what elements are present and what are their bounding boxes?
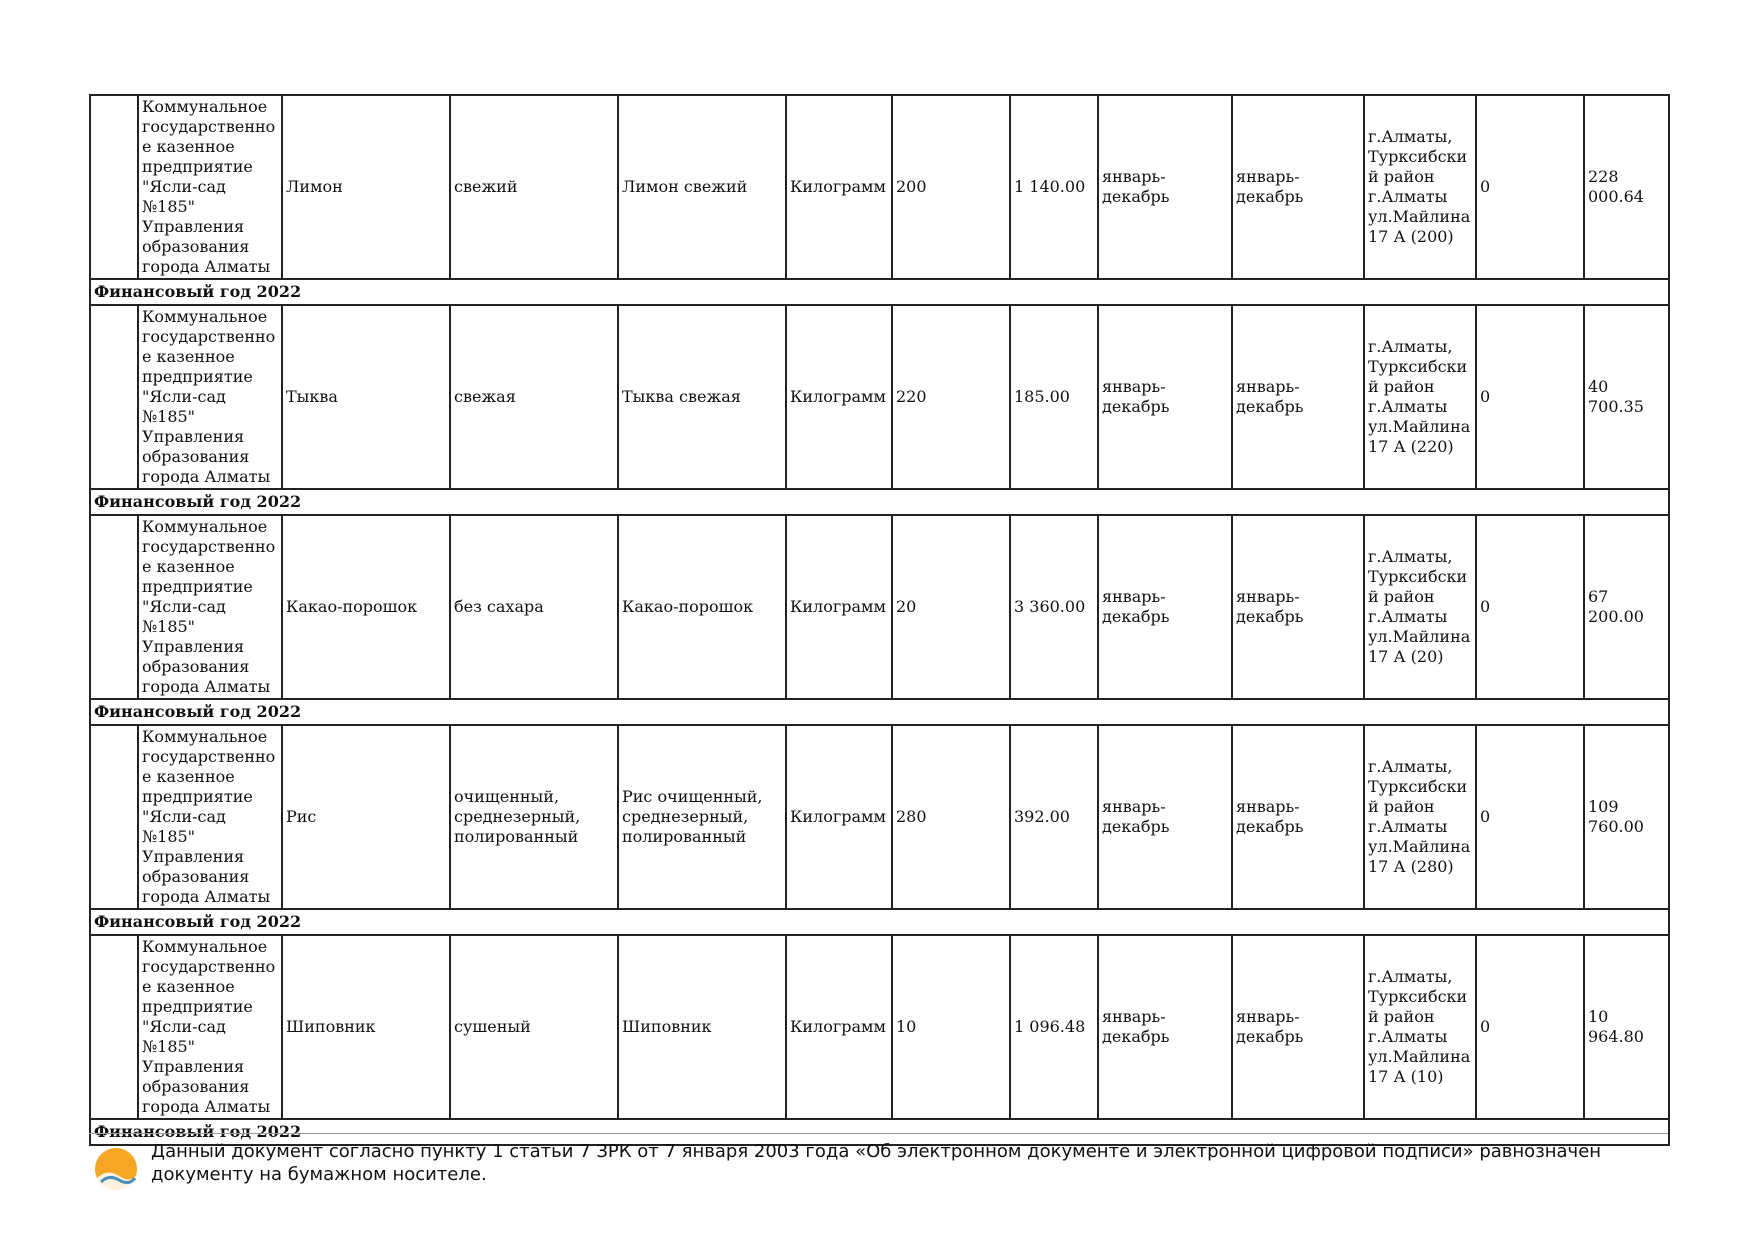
document-footer: [89, 1133, 1668, 1192]
customer-cell: Коммунальное государственное казенное предприятие "Ясли-сад №185" Управления образования города Алматы: [138, 95, 282, 279]
full-name-cell: Шиповник: [618, 935, 786, 1119]
year-label: Финансовый год 2022: [90, 489, 1669, 515]
total-cell: 228 000.64: [1584, 95, 1669, 279]
period-cell: январь-декабрь: [1098, 305, 1232, 489]
characteristic-cell: очищенный, среднезерный, полированный: [450, 725, 618, 909]
name-cell: Шиповник: [282, 935, 450, 1119]
place-cell: г.Алматы, Турксибский район г.Алматы ул.Майлина 17 А (220): [1364, 305, 1476, 489]
index-cell: [90, 95, 138, 279]
total-cell: 109 760.00: [1584, 725, 1669, 909]
characteristic-cell: свежая: [450, 305, 618, 489]
price-cell: 392.00: [1010, 725, 1098, 909]
table-row: [90, 95, 1669, 279]
year-row: [90, 699, 1669, 725]
period-cell: январь-декабрь: [1232, 935, 1364, 1119]
year-row: [90, 489, 1669, 515]
full-name-cell: Лимон свежий: [618, 95, 786, 279]
advance-cell: 0: [1476, 305, 1584, 489]
advance-cell: 0: [1476, 935, 1584, 1119]
period-cell: январь-декабрь: [1232, 95, 1364, 279]
total-cell: 10 964.80: [1584, 935, 1669, 1119]
advance-cell: 0: [1476, 95, 1584, 279]
index-cell: [90, 725, 138, 909]
quantity-cell: 280: [892, 725, 1010, 909]
year-label: Финансовый год 2022: [90, 279, 1669, 305]
index-cell: [90, 935, 138, 1119]
full-name-cell: Какао-порошок: [618, 515, 786, 699]
full-name-cell: Тыква свежая: [618, 305, 786, 489]
price-cell: 1 140.00: [1010, 95, 1098, 279]
unit-cell: Килограмм: [786, 935, 892, 1119]
name-cell: Рис: [282, 725, 450, 909]
name-cell: Какао-порошок: [282, 515, 450, 699]
quantity-cell: 220: [892, 305, 1010, 489]
unit-cell: Килограмм: [786, 725, 892, 909]
year-label: Финансовый год 2022: [90, 699, 1669, 725]
egov-sun-logo-icon: [93, 1146, 139, 1192]
total-cell: 40 700.35: [1584, 305, 1669, 489]
year-row: [90, 909, 1669, 935]
place-cell: г.Алматы, Турксибский район г.Алматы ул.Майлина 17 А (20): [1364, 515, 1476, 699]
unit-cell: Килограмм: [786, 515, 892, 699]
index-cell: [90, 305, 138, 489]
year-row: [90, 279, 1669, 305]
period-cell: январь-декабрь: [1098, 935, 1232, 1119]
period-cell: январь-декабрь: [1098, 515, 1232, 699]
price-cell: 3 360.00: [1010, 515, 1098, 699]
procurement-plan-table-wrap: [89, 94, 1668, 1146]
period-cell: январь-декабрь: [1098, 95, 1232, 279]
total-cell: 67 200.00: [1584, 515, 1669, 699]
footer-content: [89, 1134, 1668, 1192]
characteristic-cell: сушеный: [450, 935, 618, 1119]
year-label: Финансовый год 2022: [90, 909, 1669, 935]
unit-cell: Килограмм: [786, 95, 892, 279]
year-label: Финансовый год 2022: [90, 1119, 1669, 1145]
table-row: [90, 305, 1669, 489]
unit-cell: Килограмм: [786, 305, 892, 489]
place-cell: г.Алматы, Турксибский район г.Алматы ул.Майлина 17 А (10): [1364, 935, 1476, 1119]
procurement-plan-body: [90, 95, 1669, 1145]
customer-cell: Коммунальное государственное казенное предприятие "Ясли-сад №185" Управления образования города Алматы: [138, 515, 282, 699]
quantity-cell: 10: [892, 935, 1010, 1119]
legal-notice-text: Данный документ согласно пункту 1 статьи 7 ЗРК от 7 января 2003 года «Об электронном документе и электронной цифровой подписи» равнозначен документу на бумажном носителе.: [151, 1141, 1602, 1185]
period-cell: январь-декабрь: [1232, 515, 1364, 699]
characteristic-cell: свежий: [450, 95, 618, 279]
place-cell: г.Алматы, Турксибский район г.Алматы ул.Майлина 17 А (200): [1364, 95, 1476, 279]
quantity-cell: 20: [892, 515, 1010, 699]
advance-cell: 0: [1476, 515, 1584, 699]
name-cell: Лимон: [282, 95, 450, 279]
price-cell: 1 096.48: [1010, 935, 1098, 1119]
table-row: [90, 725, 1669, 909]
customer-cell: Коммунальное государственное казенное предприятие "Ясли-сад №185" Управления образования города Алматы: [138, 305, 282, 489]
table-row: [90, 935, 1669, 1119]
procurement-plan-table: [89, 94, 1670, 1146]
full-name-cell: Рис очищенный, среднезерный, полированный: [618, 725, 786, 909]
place-cell: г.Алматы, Турксибский район г.Алматы ул.Майлина 17 А (280): [1364, 725, 1476, 909]
customer-cell: Коммунальное государственное казенное предприятие "Ясли-сад №185" Управления образования города Алматы: [138, 935, 282, 1119]
name-cell: Тыква: [282, 305, 450, 489]
characteristic-cell: без сахара: [450, 515, 618, 699]
index-cell: [90, 515, 138, 699]
price-cell: 185.00: [1010, 305, 1098, 489]
period-cell: январь-декабрь: [1098, 725, 1232, 909]
period-cell: январь-декабрь: [1232, 305, 1364, 489]
quantity-cell: 200: [892, 95, 1010, 279]
customer-cell: Коммунальное государственное казенное предприятие "Ясли-сад №185" Управления образования города Алматы: [138, 725, 282, 909]
table-row: [90, 515, 1669, 699]
period-cell: январь-декабрь: [1232, 725, 1364, 909]
advance-cell: 0: [1476, 725, 1584, 909]
